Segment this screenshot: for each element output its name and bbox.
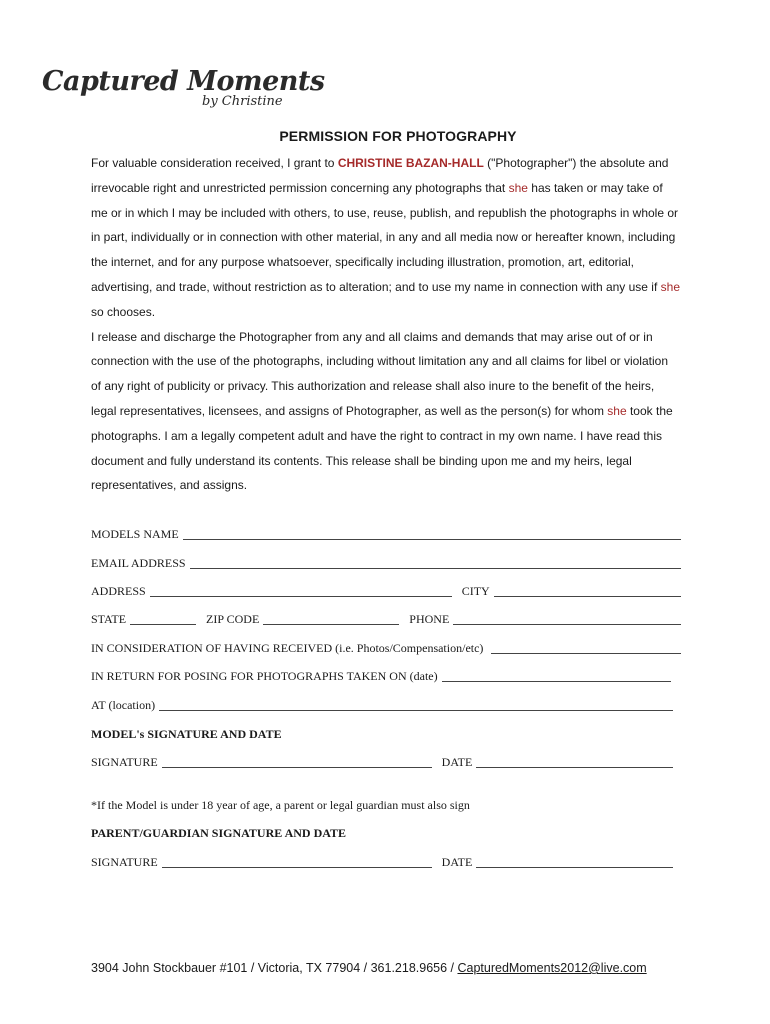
footer-email-link[interactable]: CapturedMoments2012@live.com — [457, 961, 647, 975]
phone-field[interactable] — [453, 611, 681, 625]
guardian-signature-field[interactable] — [162, 854, 432, 868]
guardian-heading-row — [91, 821, 681, 841]
date-label: DATE — [441, 755, 473, 769]
release-text — [91, 151, 681, 498]
city-field[interactable] — [494, 583, 681, 597]
guardian-signature-row — [91, 850, 673, 870]
consideration-label: IN CONSIDERATION OF HAVING RECEIVED (i.e. Photos/Compensation/etc) — [91, 641, 484, 655]
date-label: DATE — [441, 855, 473, 869]
text-segment: ("Photographer") the absolute and irrevocable right and unrestricted permission concerning any photographs that — [91, 156, 669, 195]
location-row — [91, 693, 673, 713]
posing-date-label: IN RETURN FOR POSING FOR PHOTOGRAPHS TAKEN ON (date) — [91, 669, 438, 683]
logo-main-text: Captured Moments — [42, 66, 325, 97]
consideration-field[interactable] — [491, 640, 681, 654]
text-segment: so chooses. — [91, 304, 156, 319]
footer-contact — [91, 961, 647, 975]
zip-label: ZIP CODE — [206, 612, 260, 626]
model-date-field[interactable] — [476, 754, 673, 768]
email-label: EMAIL ADDRESS — [91, 556, 186, 570]
address-field[interactable] — [150, 583, 452, 597]
signature-label: SIGNATURE — [91, 755, 158, 769]
city-label: CITY — [461, 584, 490, 598]
pronoun: she — [607, 403, 627, 418]
state-zip-phone-row — [91, 607, 681, 627]
text-segment: I release and discharge the Photographer from any and all claims and demands that may arise out of or in connection with the use of the photographs, including without limitation any and all claims for libel or violation of any right of publicity or privacy. This authorization and release shall also inure to the benefit of the heirs, legal representatives, licensees, and assigns of Photographer, as well as the person(s) for whom — [91, 329, 668, 418]
minor-note: *If the Model is under 18 year of age, a parent or legal guardian must also sign — [91, 798, 470, 812]
pronoun: she — [660, 279, 681, 294]
consideration-row — [91, 636, 681, 656]
models-name-field[interactable] — [183, 526, 681, 540]
document-title: PERMISSION FOR PHOTOGRAPHY — [279, 128, 517, 144]
text-segment: For valuable consideration received, I grant to — [91, 156, 338, 170]
address-label: ADDRESS — [91, 584, 146, 598]
models-name-row — [91, 522, 681, 542]
paragraph-grant — [91, 151, 681, 325]
phone-label: PHONE — [409, 612, 450, 626]
model-signature-field[interactable] — [162, 754, 432, 768]
location-field[interactable] — [159, 697, 673, 711]
address-row — [91, 579, 681, 599]
posing-date-row — [91, 664, 671, 684]
location-label: AT (location) — [91, 698, 156, 712]
footer-address: 3904 John Stockbauer #101 / Victoria, TX 77904 / 361.218.9656 / — [91, 961, 458, 975]
email-row — [91, 551, 681, 571]
zip-field[interactable] — [263, 611, 399, 625]
text-segment: has taken or may take of me or in which I may be included with others, to use, reuse, publish, and republish the photographs in whole or in part, individually or in connection with other material, in any and all media now or hereafter known, including the internet, and for any purpose whatsoever, specifically including illustration, promotion, art, editorial, advertising, and trade, without restriction as to alteration; and to use my name in connection with any use if — [91, 180, 679, 294]
guardian-signature-heading: PARENT/GUARDIAN SIGNATURE AND DATE — [91, 826, 347, 840]
photographer-name: CHRISTINE BAZAN-HALL — [337, 156, 484, 170]
pronoun: she — [508, 180, 528, 195]
models-name-label: MODELS NAME — [91, 527, 179, 541]
text-segment: took the photographs. I am a legally competent adult and have the right to contract in my own name. I have read this document and fully understand its contents. This release shall be binding upon me and my heirs, legal representatives, and assigns. — [91, 403, 673, 493]
logo-sub-text: by Christine — [202, 94, 283, 109]
model-signature-row — [91, 750, 673, 770]
posing-date-field[interactable] — [442, 668, 671, 682]
state-field[interactable] — [130, 611, 196, 625]
guardian-date-field[interactable] — [476, 854, 673, 868]
state-label: STATE — [91, 612, 127, 626]
email-field[interactable] — [190, 555, 681, 569]
logo — [42, 66, 325, 114]
paragraph-release — [91, 325, 681, 499]
signature-label: SIGNATURE — [91, 855, 158, 869]
minor-note-row — [91, 793, 681, 813]
model-signature-heading-row — [91, 722, 681, 742]
model-signature-heading: MODEL's SIGNATURE AND DATE — [91, 727, 282, 741]
